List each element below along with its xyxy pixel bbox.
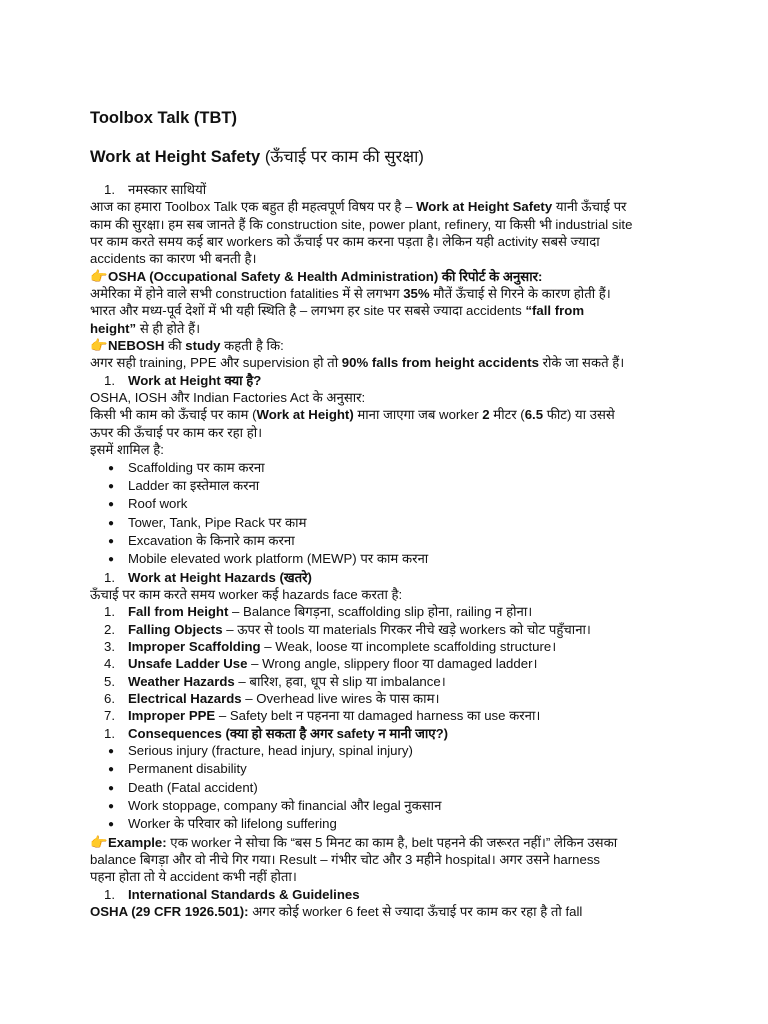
document-subtitle [90,146,424,168]
bullet-item: ● Serious injury (fracture, head injury, spinal injury) [90,742,690,760]
bullet-item: ● Work stoppage, company को financial और legal नुकसान [90,797,690,815]
document-title: Toolbox Talk (TBT) [90,109,237,127]
osha-report-line: 👉OSHA (Occupational Safety & Health Administration) की रिपोर्ट के अनुसार: [90,267,543,284]
bullet-item: ● Excavation के किनारे काम करना [90,532,690,550]
section-heading: 1. Consequences (क्या हो सकता है अगर safety न मानी जाए?) [104,725,449,741]
bullet-icon: ● [108,499,115,511]
osha-standard-line: OSHA (29 CFR 1926.501): अगर कोई worker 6 feet से ज्यादा ऊँचाई पर काम कर रहा है तो fall [90,904,583,920]
bullet-item: ● Worker के परिवार को lifelong suffering [90,815,690,833]
bullet-item: ● Roof work [90,495,690,513]
hazards-intro-line: ऊँचाई पर काम करते समय worker कई hazards face करता है: [90,586,403,602]
bullet-icon: ● [108,764,115,776]
bullet-item: ● Tower, Tank, Pipe Rack पर काम [90,514,690,532]
hazard-item: 5. Weather Hazards – बारिश, हवा, धूप से slip या imbalance। [104,673,446,689]
bullet-icon: ● [108,819,115,831]
osha-stat-line: भारत और मध्य-पूर्व देशों में भी यही स्थिति है – लगभग हर site पर सबसे ज्यादा accidents “fall from [90,303,585,319]
bullet-item: ● Mobile elevated work platform (MEWP) पर काम करना [90,550,690,568]
definition-line: किसी भी काम को ऊँचाई पर काम (Work at Height) माना जाएगा जब worker 2 मीटर (6.5 फीट) या उससे [90,407,615,423]
definition-line: इसमें शामिल है: [90,442,164,458]
osha-stat-line: अमेरिका में होने वाले सभी construction fatalities में से लगभग 35% मौतें ऊँचाई से गिरने के कारण होती हैं। [90,286,611,302]
intro-paragraph-line: आज का हमारा Toolbox Talk एक बहुत ही महत्वपूर्ण विषय पर है – Work at Height Safety यानी ऊँचाई पर [90,199,627,215]
osha-stat-line: height” से ही होते हैं। [90,320,201,336]
pointing-hand-icon: 👉 [90,267,108,284]
document-body [90,181,690,920]
subtitle-hindi: (ऊँचाई पर काम की सुरक्षा) [260,148,424,166]
section-heading: 1. Work at Height Hazards (खतरे) [104,569,312,585]
nebosh-stat-line: अगर सही training, PPE और supervision हो तो 90% falls from height accidents रोके जा सकते हैं। [90,355,625,371]
intro-paragraph-line: काम की सुरक्षा। हम सब जानते हैं कि construction site, power plant, refinery, या किसी भी industrial site [90,216,633,232]
bullet-item: ● Death (Fatal accident) [90,779,690,797]
bullet-icon: ● [108,535,115,547]
bullet-icon: ● [108,554,115,566]
hazard-item: 3. Improper Scaffolding – Weak, loose या incomplete scaffolding structure। [104,638,557,654]
bullet-item: ● Scaffolding पर काम करना [90,459,690,477]
definition-line: OSHA, IOSH और Indian Factories Act के अनुसार: [90,390,366,406]
bullet-item: ● Ladder का इस्तेमाल करना [90,477,690,495]
nebosh-line: 👉NEBOSH की study कहती है कि: [90,337,284,354]
bullet-icon: ● [108,517,115,529]
bullet-icon: ● [108,480,115,492]
bullet-icon: ● [108,746,115,757]
bullet-item: ● Permanent disability [90,760,690,778]
example-line: पहना होता तो ये accident कभी नहीं होता। [90,869,297,885]
intro-paragraph-line: accidents का कारण भी बनती है। [90,251,257,267]
example-line: balance बिगड़ा और वो नीचे गिर गया। Result – गंभीर चोट और 3 महीने hospital। अगर उसने harness [90,852,601,868]
subtitle-bold: Work at Height Safety [90,148,261,166]
hazard-item: 4. Unsafe Ladder Use – Wrong angle, slippery floor या damaged ladder। [104,656,538,672]
section-heading: 1. International Standards & Guidelines [104,886,360,902]
section-heading: 1. Work at Height क्या है? [104,372,262,388]
definition-line: ऊपर की ऊँचाई पर काम कर रहा हो। [90,424,263,440]
intro-list-item: 1. नमस्कार साथियों [104,182,207,197]
intro-paragraph-line: पर काम करते समय कई बार workers को ऊँचाई पर काम करना पड़ता है। लेकिन यही activity सबसे ज्यादा [90,234,600,250]
hazard-item: 6. Electrical Hazards – Overhead live wires के पास काम। [104,690,440,706]
hazard-item: 7. Improper PPE – Safety belt न पहनना या damaged harness का use करना। [104,708,541,724]
bullet-icon: ● [108,462,115,474]
hazard-item: 1. Fall from Height – Balance बिगड़ना, scaffolding slip होना, railing न होना। [104,604,533,620]
pointing-hand-icon: 👉 [90,337,108,354]
example-line: 👉Example: एक worker ने सोचा कि “बस 5 मिनट का काम है, belt पहनने की जरूरत नहीं।” लेकिन उसका [90,833,618,850]
bullet-icon: ● [108,782,115,794]
pointing-hand-icon: 👉 [90,833,108,850]
hazard-item: 2. Falling Objects – ऊपर से tools या materials गिरकर नीचे खड़े workers को चोट पहुँचाना। [104,621,591,637]
bullet-icon: ● [108,801,115,813]
